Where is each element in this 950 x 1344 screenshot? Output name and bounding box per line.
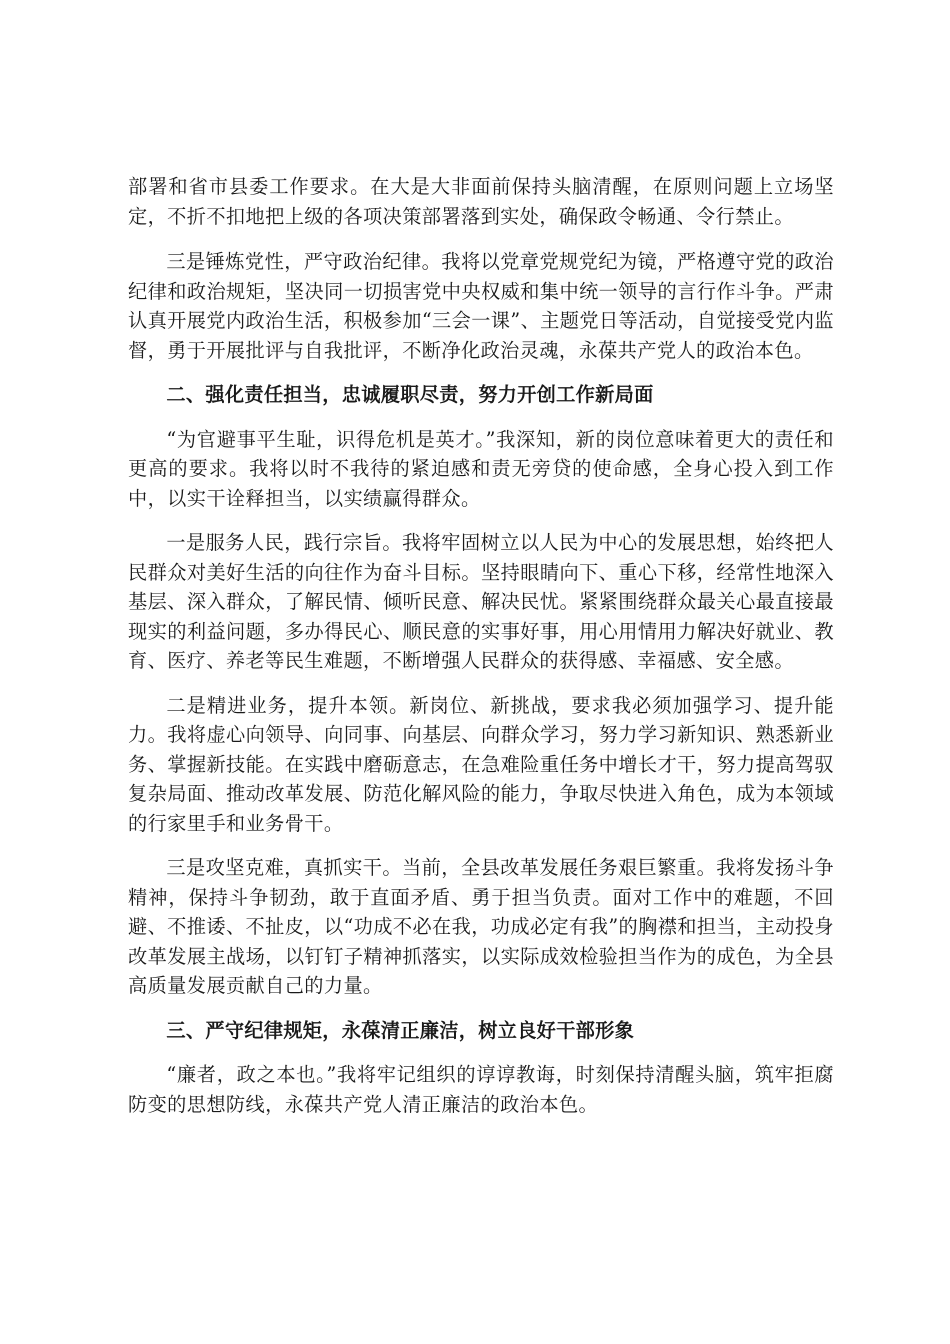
paragraph-section-2-intro: “为官避事平生耻，识得危机是英才。”我深知，新的岗位意味着更大的责任和更高的要求。我将以时不我待的紧迫感和责无旁贷的使命感，全身心投入到工作中，以实干诠释担当，以实绩赢得群众。 — [128, 427, 834, 510]
section-heading-3: 三、严守纪律规矩，永葆清正廉洁，树立良好干部形象 — [166, 1018, 635, 1042]
document-page — [128, 172, 834, 1134]
paragraph-serve-people: 一是服务人民，践行宗旨。我将牢固树立以人民为中心的发展思想，始终把人民群众对美好生活的向往作为奋斗目标。坚持眼睛向下、重心下移，经常性地深入基层、深入群众，了解民情、倾听民意、解决民忧。紧紧围绕群众最关心最直接最现实的利益问题，多办得民心、顺民意的实事好事，用心用情用力解决好就业、教育、医疗、养老等民生难题，不断增强人民群众的获得感、幸福感、安全感。 — [128, 531, 834, 672]
paragraph-continuation: 部署和省市县委工作要求。在大是大非面前保持头脑清醒，在原则问题上立场坚定，不折不扣地把上级的各项决策部署落到实处，确保政令畅通、令行禁止。 — [128, 175, 834, 228]
section-heading-2: 二、强化责任担当，忠诚履职尽责，努力开创工作新局面 — [166, 383, 654, 406]
paragraph-improve-skills: 二是精进业务，提升本领。新岗位、新挑战，要求我必须加强学习、提升能力。我将虚心向领导、向同事、向基层、向群众学习，努力学习新知识、熟悉新业务、掌握新技能。在实践中磨砺意志，在急难险重任务中增长才干，努力提高驾驭复杂局面、推动改革发展、防范化解风险的能力，争取尽快进入角色，成为本领域的行家里手和业务骨干。 — [128, 693, 834, 835]
paragraph-section-3-intro: “廉者，政之本也。”我将牢记组织的谆谆教诲，时刻保持清醒头脑，筑牢拒腐防变的思想防线，永葆共产党人清正廉洁的政治本色。 — [128, 1063, 834, 1116]
paragraph-overcome-difficulties: 三是攻坚克难，真抓实干。当前，全县改革发展任务艰巨繁重。我将发扬斗争精神，保持斗争韧劲，敢于直面矛盾、勇于担当负责。面对工作中的难题，不回避、不推诿、不扯皮，以“功成不必在我，功成必定有我”的胸襟和担当，主动投身改革发展主战场，以钉钉子精神抓落实，以实际成效检验担当作为的成色，为全县高质量发展贡献自己的力量。 — [128, 856, 834, 997]
paragraph-party-discipline: 三是锤炼党性，严守政治纪律。我将以党章党规党纪为镜，严格遵守党的政治纪律和政治规矩，坚决同一切损害党中央权威和集中统一领导的言行作斗争。严肃认真开展党内政治生活，积极参加“三会一课”、主题党日等活动，自觉接受党内监督，勇于开展批评与自我批评，不断净化政治灵魂，永葆共产党人的政治本色。 — [128, 250, 834, 362]
